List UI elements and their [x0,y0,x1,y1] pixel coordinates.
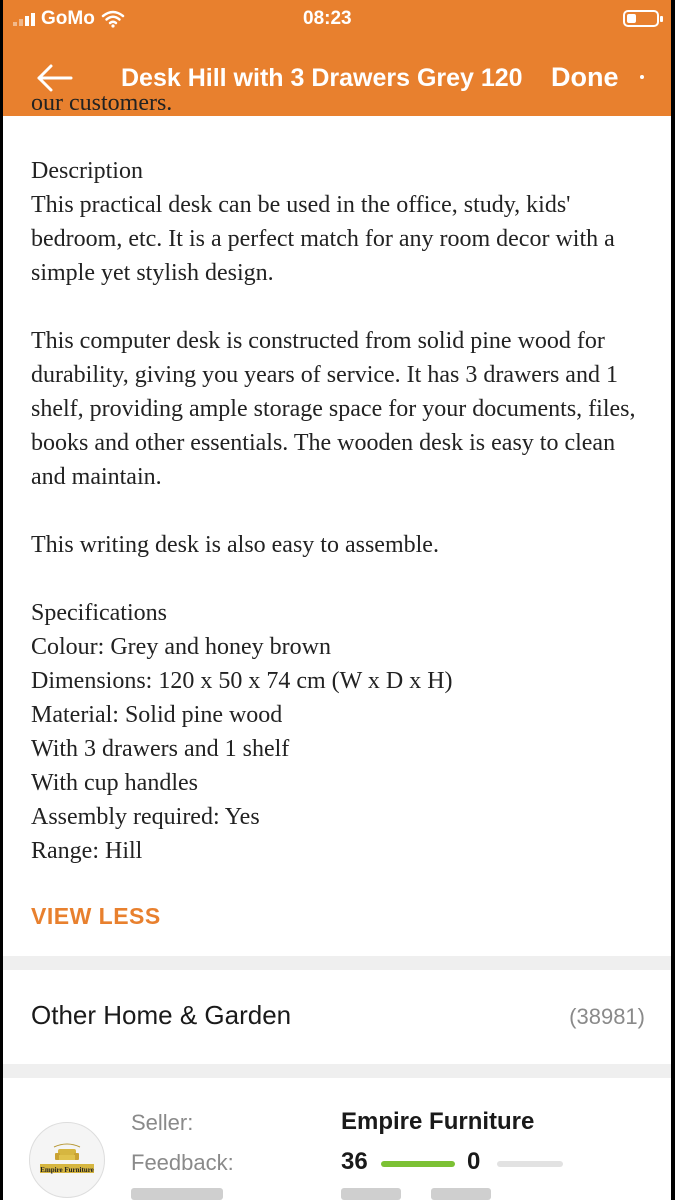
negative-feedback-count: 0 [467,1148,481,1175]
spec-line: Assembly required: Yes [31,804,260,830]
section-divider [3,1064,671,1078]
status-time: 08:23 [303,8,352,29]
done-button[interactable]: Done [551,62,619,92]
signal-bars-icon [13,12,35,26]
description-paragraph: This writing desk is also easy to assemble. [31,532,439,558]
negative-feedback-bar [497,1161,563,1167]
spec-line: Range: Hill [31,838,143,864]
description-section [31,90,651,868]
view-less-link[interactable]: VIEW LESS [31,903,161,929]
wifi-icon [101,10,125,28]
category-name: Other Home & Garden [31,1000,292,1030]
feedback-label: Feedback: [131,1150,234,1175]
description-paragraph: This computer desk is constructed from solid pine wood for durability, giving you years of service. It has 3 drawers and 1 shelf, providing ample storage space for your documents, files, books and other essentials. The wooden desk is easy to clean and maintain. [31,328,636,490]
seller-logo[interactable] [29,1122,105,1198]
category-count: (38981) [569,1004,645,1029]
spec-line: Colour: Grey and honey brown [31,634,331,660]
status-carrier [13,8,125,30]
battery-icon [623,10,659,27]
spec-line: With 3 drawers and 1 shelf [31,736,290,762]
page-title: Desk Hill with 3 Drawers Grey 120 [121,64,523,92]
seller-name[interactable]: Empire Furniture [341,1108,535,1135]
spec-line: With cup handles [31,770,198,796]
seller-label: Seller: [131,1110,194,1135]
carrier-name: GoMo [41,8,95,29]
specifications-heading: Specifications [31,600,167,626]
cut-off-text: our customers. [31,90,173,116]
section-divider [3,956,671,970]
more-dot-icon [640,75,644,79]
spec-line: Material: Solid pine wood [31,702,283,728]
category-row[interactable] [3,972,671,1064]
description-heading: Description [31,158,143,184]
partial-next-row [131,1188,551,1200]
spec-line: Dimensions: 120 x 50 x 74 cm (W x D x H) [31,668,453,694]
seller-logo-text: Empire Furniture [40,1166,94,1174]
positive-feedback-count: 36 [341,1148,368,1175]
app-screen [3,0,671,1200]
description-paragraph: This practical desk can be used in the office, study, kids' bedroom, etc. It is a perfect match for any room decor with a simple yet stylish design. [31,192,615,286]
positive-feedback-bar [381,1161,455,1167]
